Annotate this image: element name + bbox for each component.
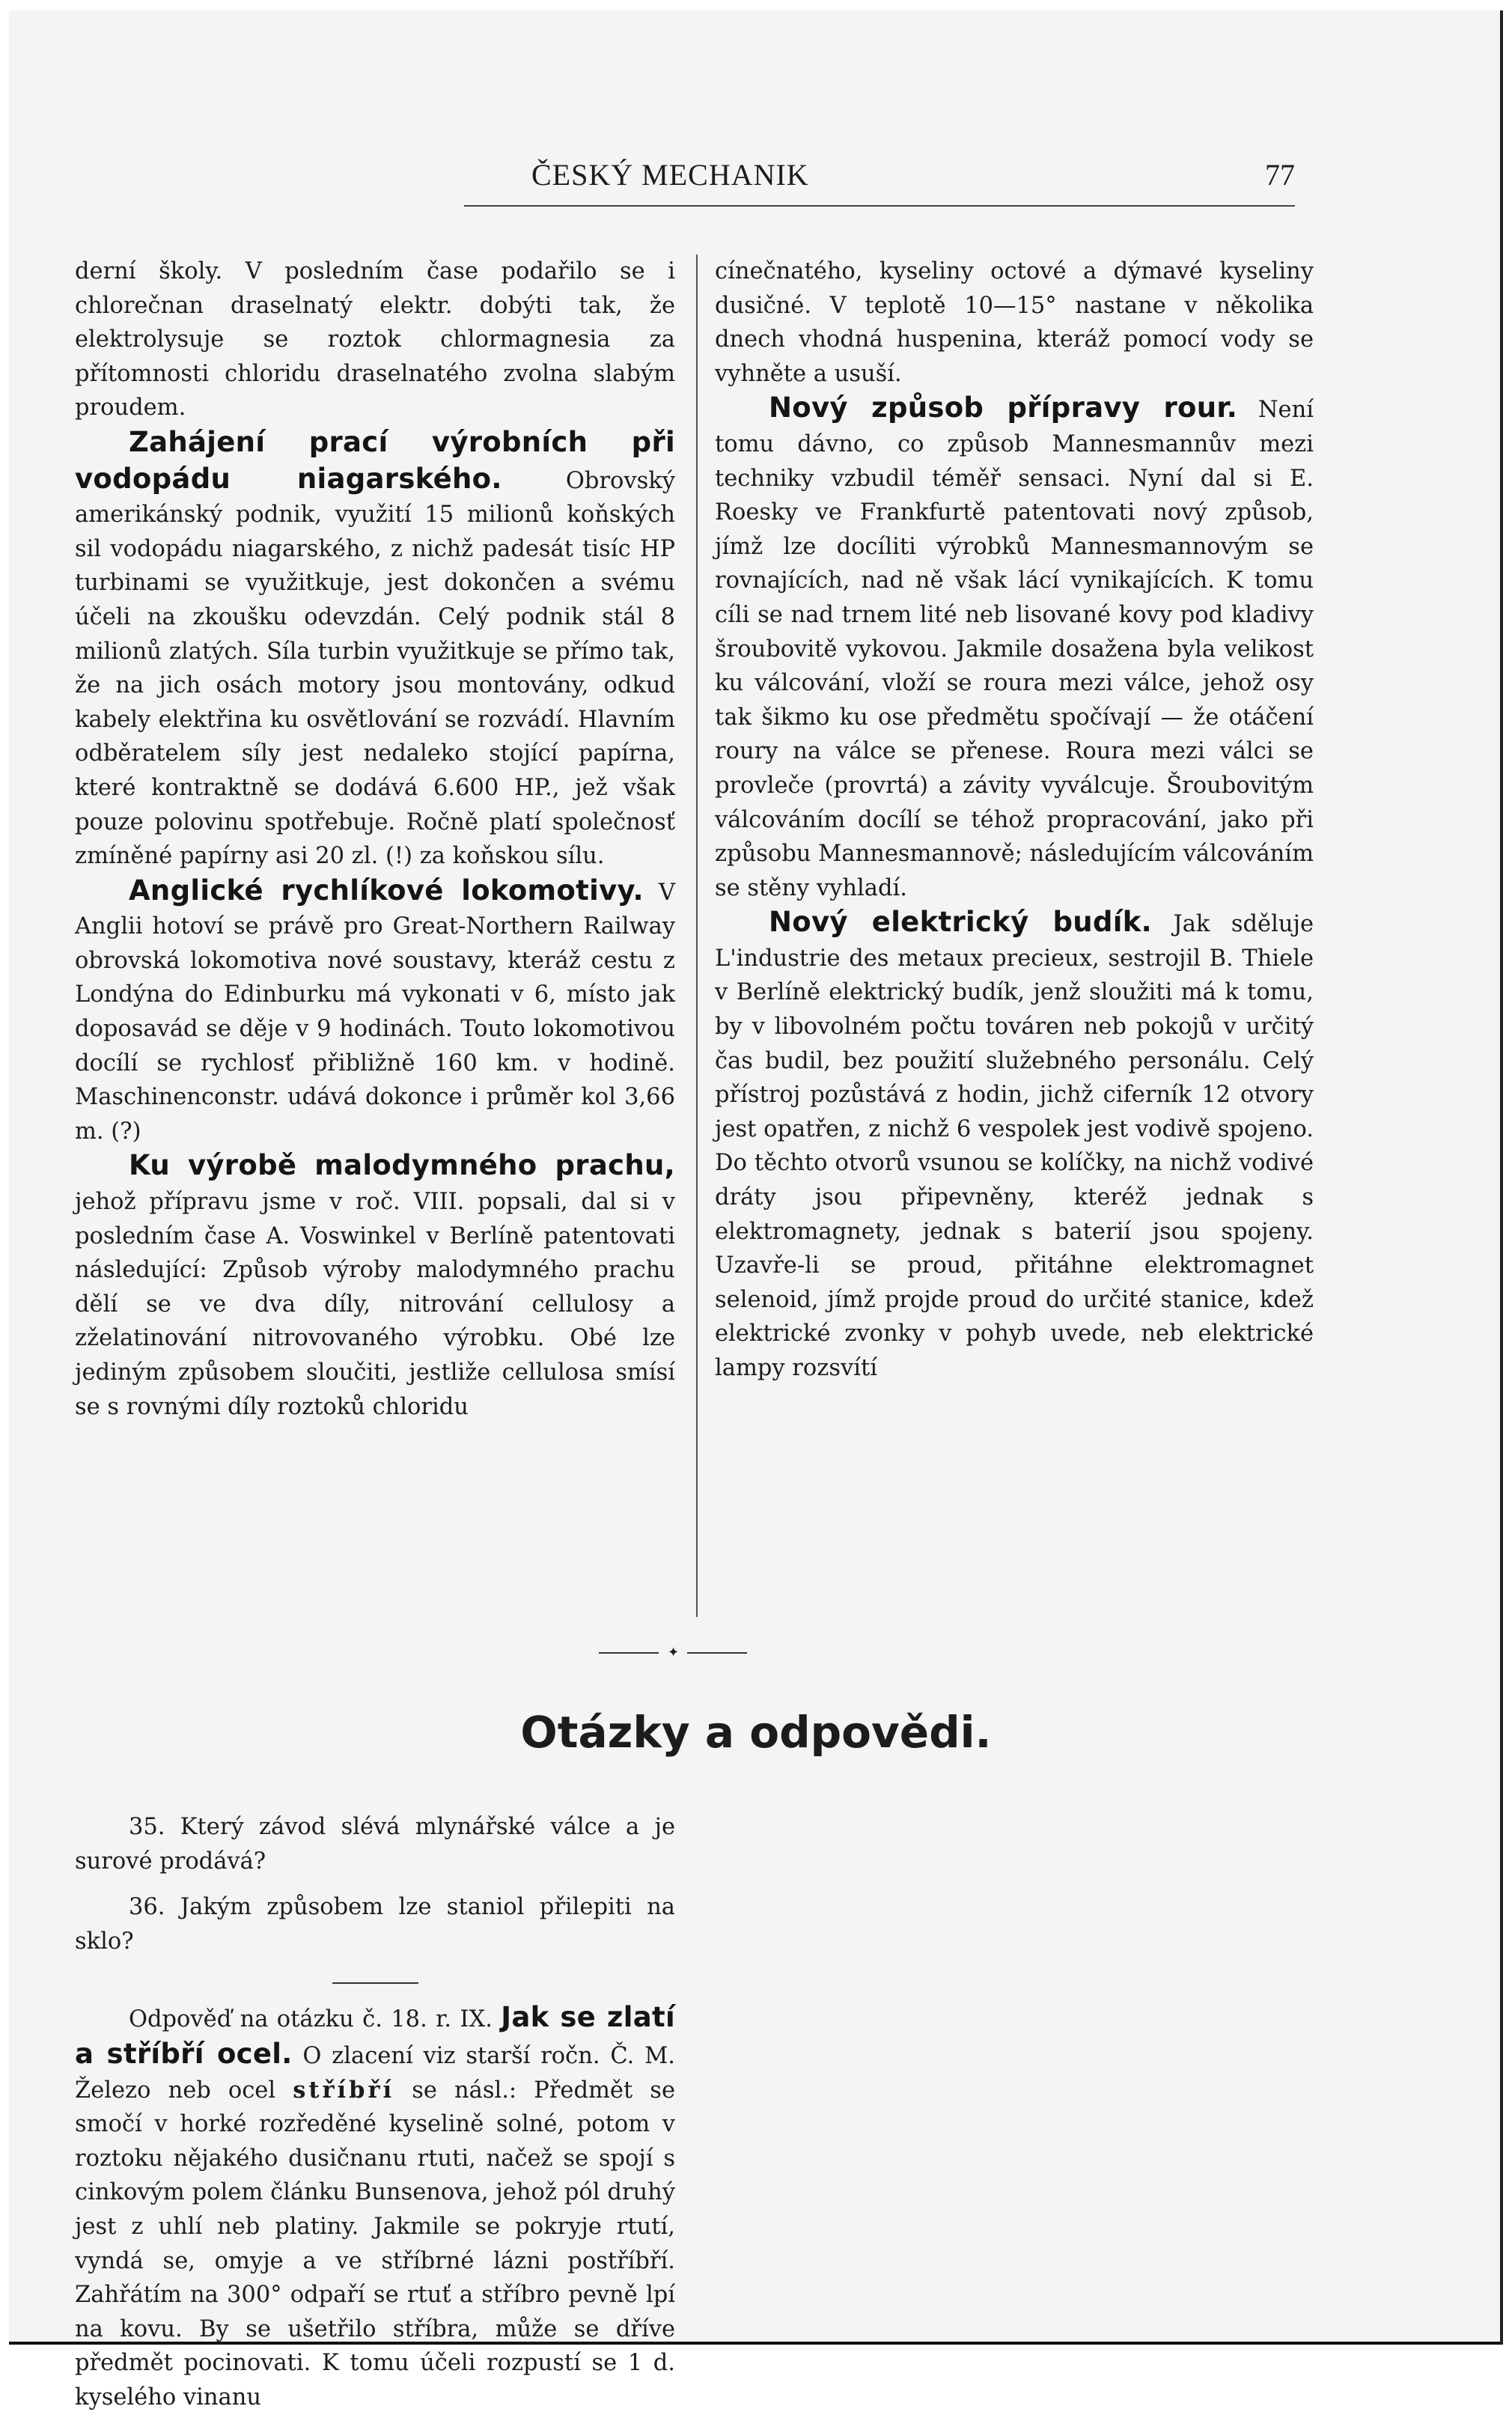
article-tubes (715, 391, 1314, 905)
header-rule (464, 205, 1295, 207)
article-heading: Ku výrobě malodymného prachu, (129, 1149, 675, 1182)
question-35: 35. Který závod slévá mlynářské válce a je surové prodává? (75, 1814, 675, 1875)
page-number: 77 (1265, 158, 1295, 192)
article-heading: Anglické rychlíkové lokomotivy. (129, 874, 644, 907)
article-heading: Nový způsob přípravy rour. (769, 392, 1238, 424)
article-niagara (75, 425, 675, 874)
ornament-line (599, 1652, 659, 1654)
qa-left-column (75, 1810, 675, 2415)
article-text: Není tomu dávno, co způsob Mannesmannův mezi techniky vzbudil téměř sensaci. Nyní dal si E. Roesky ve Frankfurtě patentovati nový způsob, jímž lze docíliti výrobků Mannesmannovým se rovnajících, nad ně však lácí vynikajících. K tomu cíli se nad trnem lité neb lisované kovy pod kladivy šroubovitě vykovou. Jakmile dosažena byla velikost ku válcování, vloží se roura mezi válce, jehož osy tak šikmo ku ose předmětu spočívají — že otáčení roury na válce se přenese. Roura mezi válci se provleče (provrtá) a závity vyválcuje. Šroubovitým válcováním docílí se téhož propracování, jako při způsobu Mannesmannově; následujícím válcováním se stěny vyhladí. (715, 397, 1314, 901)
left-intro-paragraph: derní školy. V posledním čase podařilo se i chlorečnan draselnatý elektr. dobýti tak, že elektrolysuje se roztok chlormagnesia za přítomnosti chloridu draselnatého zvolna slabým proudem. (75, 258, 675, 421)
article-text: Jak sděluje L'industrie des metaux precieux, sestrojil B. Thiele v Berlíně elektrický budík, jenž sloužiti má k tomu, by v libovolném počtu továren neb pokojů v určitý čas budil, bez použití služebného personálu. Celý přístroj pozůstává z hodin, jichž ciferník 12 otvory jest opatřen, z nichž 6 vespolek jest vodivě spojeno. Do těchto otvorů vsunou se kolíčky, na nichž vodivé dráty jsou připevněny, kteréž jednak s elektromagnety, jednak s baterií jsou spojeny. Uzavře-li se proud, přitáhne elektromagnet selenoid, jímž projde proud do určité stanice, kdež elektrické zvonky v pohyb uvede, neb elektrické lampy rozsvítí (715, 911, 1314, 1381)
article-text: V Anglii hotoví se právě pro Great-Northern Railway obrovská lokomotiva nové soustavy, kteráž cestu z Londýna do Edinburku má vykonati v 6, místo jak doposavád se děje v 9 hodinách. Touto lokomotivou docílí se rychlosť přibližně 160 km. v hodině. Maschinenconstr. udává dokonce i průměr kol 3,66 m. (?) (75, 879, 676, 1145)
answer-paragraph (75, 2000, 675, 2414)
article-powder (75, 1148, 675, 1424)
answer-spaced-word: stříbří (293, 2076, 395, 2104)
article-heading: Nový elektrický budík. (769, 906, 1152, 939)
article-locomotives (75, 874, 675, 1149)
article-heading: Zahájení prací výrobních při vodopádu niagarského. (75, 425, 675, 495)
page-right-edge (1500, 10, 1503, 2345)
answer-text-continued: se násl.: Předmět se smočí v horké rozředěné kyselině solné, potom v roztoku nějakého dusičnanu rtuti, načež se spojí s cinkovým polem článku Bunsenova, jehož pól druhý jest z uhlí neb platiny. Jakmile se pokryje rtutí, vyndá se, omyje a ve stříbrné lázni postříbří. Zahřátím na 300° odpaří se rtuť a stříbro pevně lpí na kovu. By se ušetřilo stříbra, může se dříve předmět pocinovati. K tomu účeli rozpustí se 1 d. kyselého vinanu (75, 2077, 675, 2411)
ornament-line (687, 1652, 747, 1654)
answer-heading: Jak se zlatí a stříbří ocel. (75, 2001, 675, 2070)
right-intro-paragraph: cínečnatého, kyseliny octové a dýmavé kyseliny dusičné. V teplotě 10—15° nastane v několika dnech vhodná huspenina, kteráž pomocí vody se vyhněte a usuší. (715, 258, 1314, 387)
column-divider (696, 255, 698, 1617)
journal-title: ČESKÝ MECHANIK (531, 158, 809, 192)
article-alarm-clock (715, 905, 1314, 1385)
running-header (67, 157, 1295, 196)
ornament-dot-icon: ✦ (668, 1645, 680, 1660)
right-column (715, 255, 1314, 1386)
question-36: 36. Jakým způsobem lze staniol přilepiti na sklo? (75, 1894, 675, 1955)
section-ornament (599, 1647, 749, 1659)
qa-separator (332, 1982, 418, 1984)
article-text: Obrovský amerikánský podnik, využití 15 milionů koňských sil vodopádu niagarského, z nichž padesát tisíc HP turbinami se využitkuje, jest dokončen a svému účeli na zkoušku odevzdán. Celý podnik stál 8 milionů zlatých. Síla turbin využitkuje se přímo tak, že na jich osách motory jsou montovány, odkud kabely elektřina ku osvětlování se rozvádí. Hlavním odběratelem síly jest nedaleko stojící papírna, které kontraktně se dodává 6.600 HP., jež však pouze polovinu spotřebuje. Ročně platí společnosť zmíněné papírny asi 20 zl. (!) za koňskou sílu. (75, 467, 675, 870)
section-title: Otázky a odpovědi. (520, 1707, 992, 1758)
left-column (75, 255, 675, 1424)
answer-intro: Odpověď na otázku č. 18. r. IX. (129, 2006, 493, 2033)
answer-text: O zlacení viz starší ročn. Č. M. Železo neb ocel (75, 2042, 675, 2104)
article-text: jehož přípravu jsme v roč. VIII. popsali, dal si v posledním čase A. Voswinkel v Berlíně patentovati následující: Způsob výroby malodymného prachu dělí se ve dva díly, nitrování cellulosy a zželatinování nitrovovaného výrobku. Obé lze jediným způsobem sloučiti, jestliže cellulosa smísí se s rovnými díly roztoků chloridu (75, 1189, 675, 1420)
